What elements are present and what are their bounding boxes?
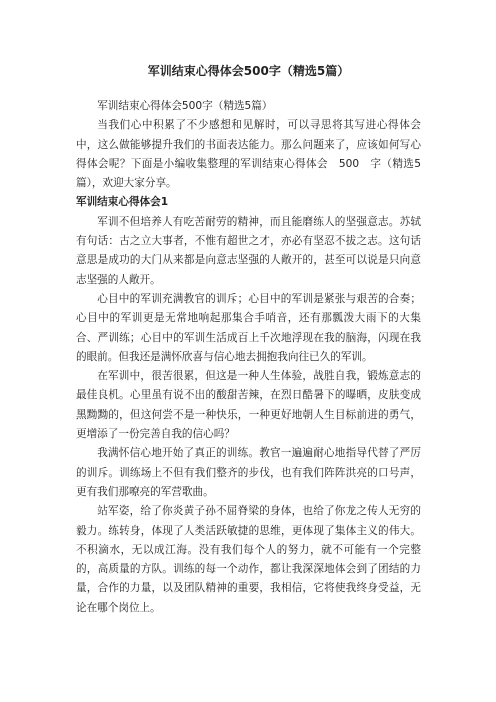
intro-paragraph: 当我们心中积累了不少感想和见解时，可以寻思将其写进心得体会中，这么做能够提升我们的书面表达能力。那么问题来了，应该如何写心得体会呢？下面是小编收集整理的军训结束心得体会 500 字（精选5篇），欢迎大家分享。 xyxy=(76,119,421,190)
body-paragraph-4: 我满怀信心地开始了真正的训练。教官一遍遍耐心地指导代替了严厉的训斥。训练场上不但有我们整齐的步伐，也有我们阵阵洪亮的口号声，更有我们那嘹亮的军营歌曲。 xyxy=(76,447,421,498)
body-paragraph-3: 在军训中，很苦很累，但这是一种人生体验，战胜自我，锻炼意志的最佳良机。心里虽有说不出的酸甜苦辣，在烈日酷暑下的曝晒，皮肤变成黑黝黝的，但这何尝不是一种快乐，一种更好地朝人生目标前进的勇气，更增添了一份完善自我的信心吗？ xyxy=(76,370,421,441)
intro-subtitle: 军训结束心得体会500字（精选5篇） xyxy=(97,100,273,112)
body-paragraph-1: 军训不但培养人有吃苦耐劳的精神，而且能磨练人的坚强意志。苏轼有句话：古之立大事者，不惟有超世之才，亦必有坚忍不拔之志。这句话意思是成功的大门从来都是向意志坚强的人敞开的，甚至可以说是只向意志坚强的人敞开。 xyxy=(76,215,421,286)
body-paragraph-2: 心目中的军训充满教官的训斥；心目中的军训是紧张与艰苦的合奏；心目中的军训更是无常地响起那集合手哨音，还有那瓢泼大雨下的大集合、严训练；心目中的军训生活成百上千次地浮现在我的脑海，闪现在我的眼前。但我还是满怀欣喜与信心地去拥抱我向往已久的军训。 xyxy=(76,292,421,363)
section-heading: 军训结束心得体会1 xyxy=(76,196,169,209)
body-paragraph-5: 站军姿，给了你炎黄子孙不屈脊梁的身体，也给了你龙之传人无穷的毅力。练转身，体现了人类活跃敏捷的思维，更体现了集体主义的伟大。不积滴水，无以成江海。没有我们每个人的努力，就不可能有一个完整的，高质量的方队。训练的每一个动作，都让我深深地体会到了团结的力量，合作的力量，以及团队精神的重要，我相信，它将使我终身受益，无论在哪个岗位上。 xyxy=(76,505,421,614)
document-title: 军训结束心得体会500字（精选5篇） xyxy=(147,64,350,78)
